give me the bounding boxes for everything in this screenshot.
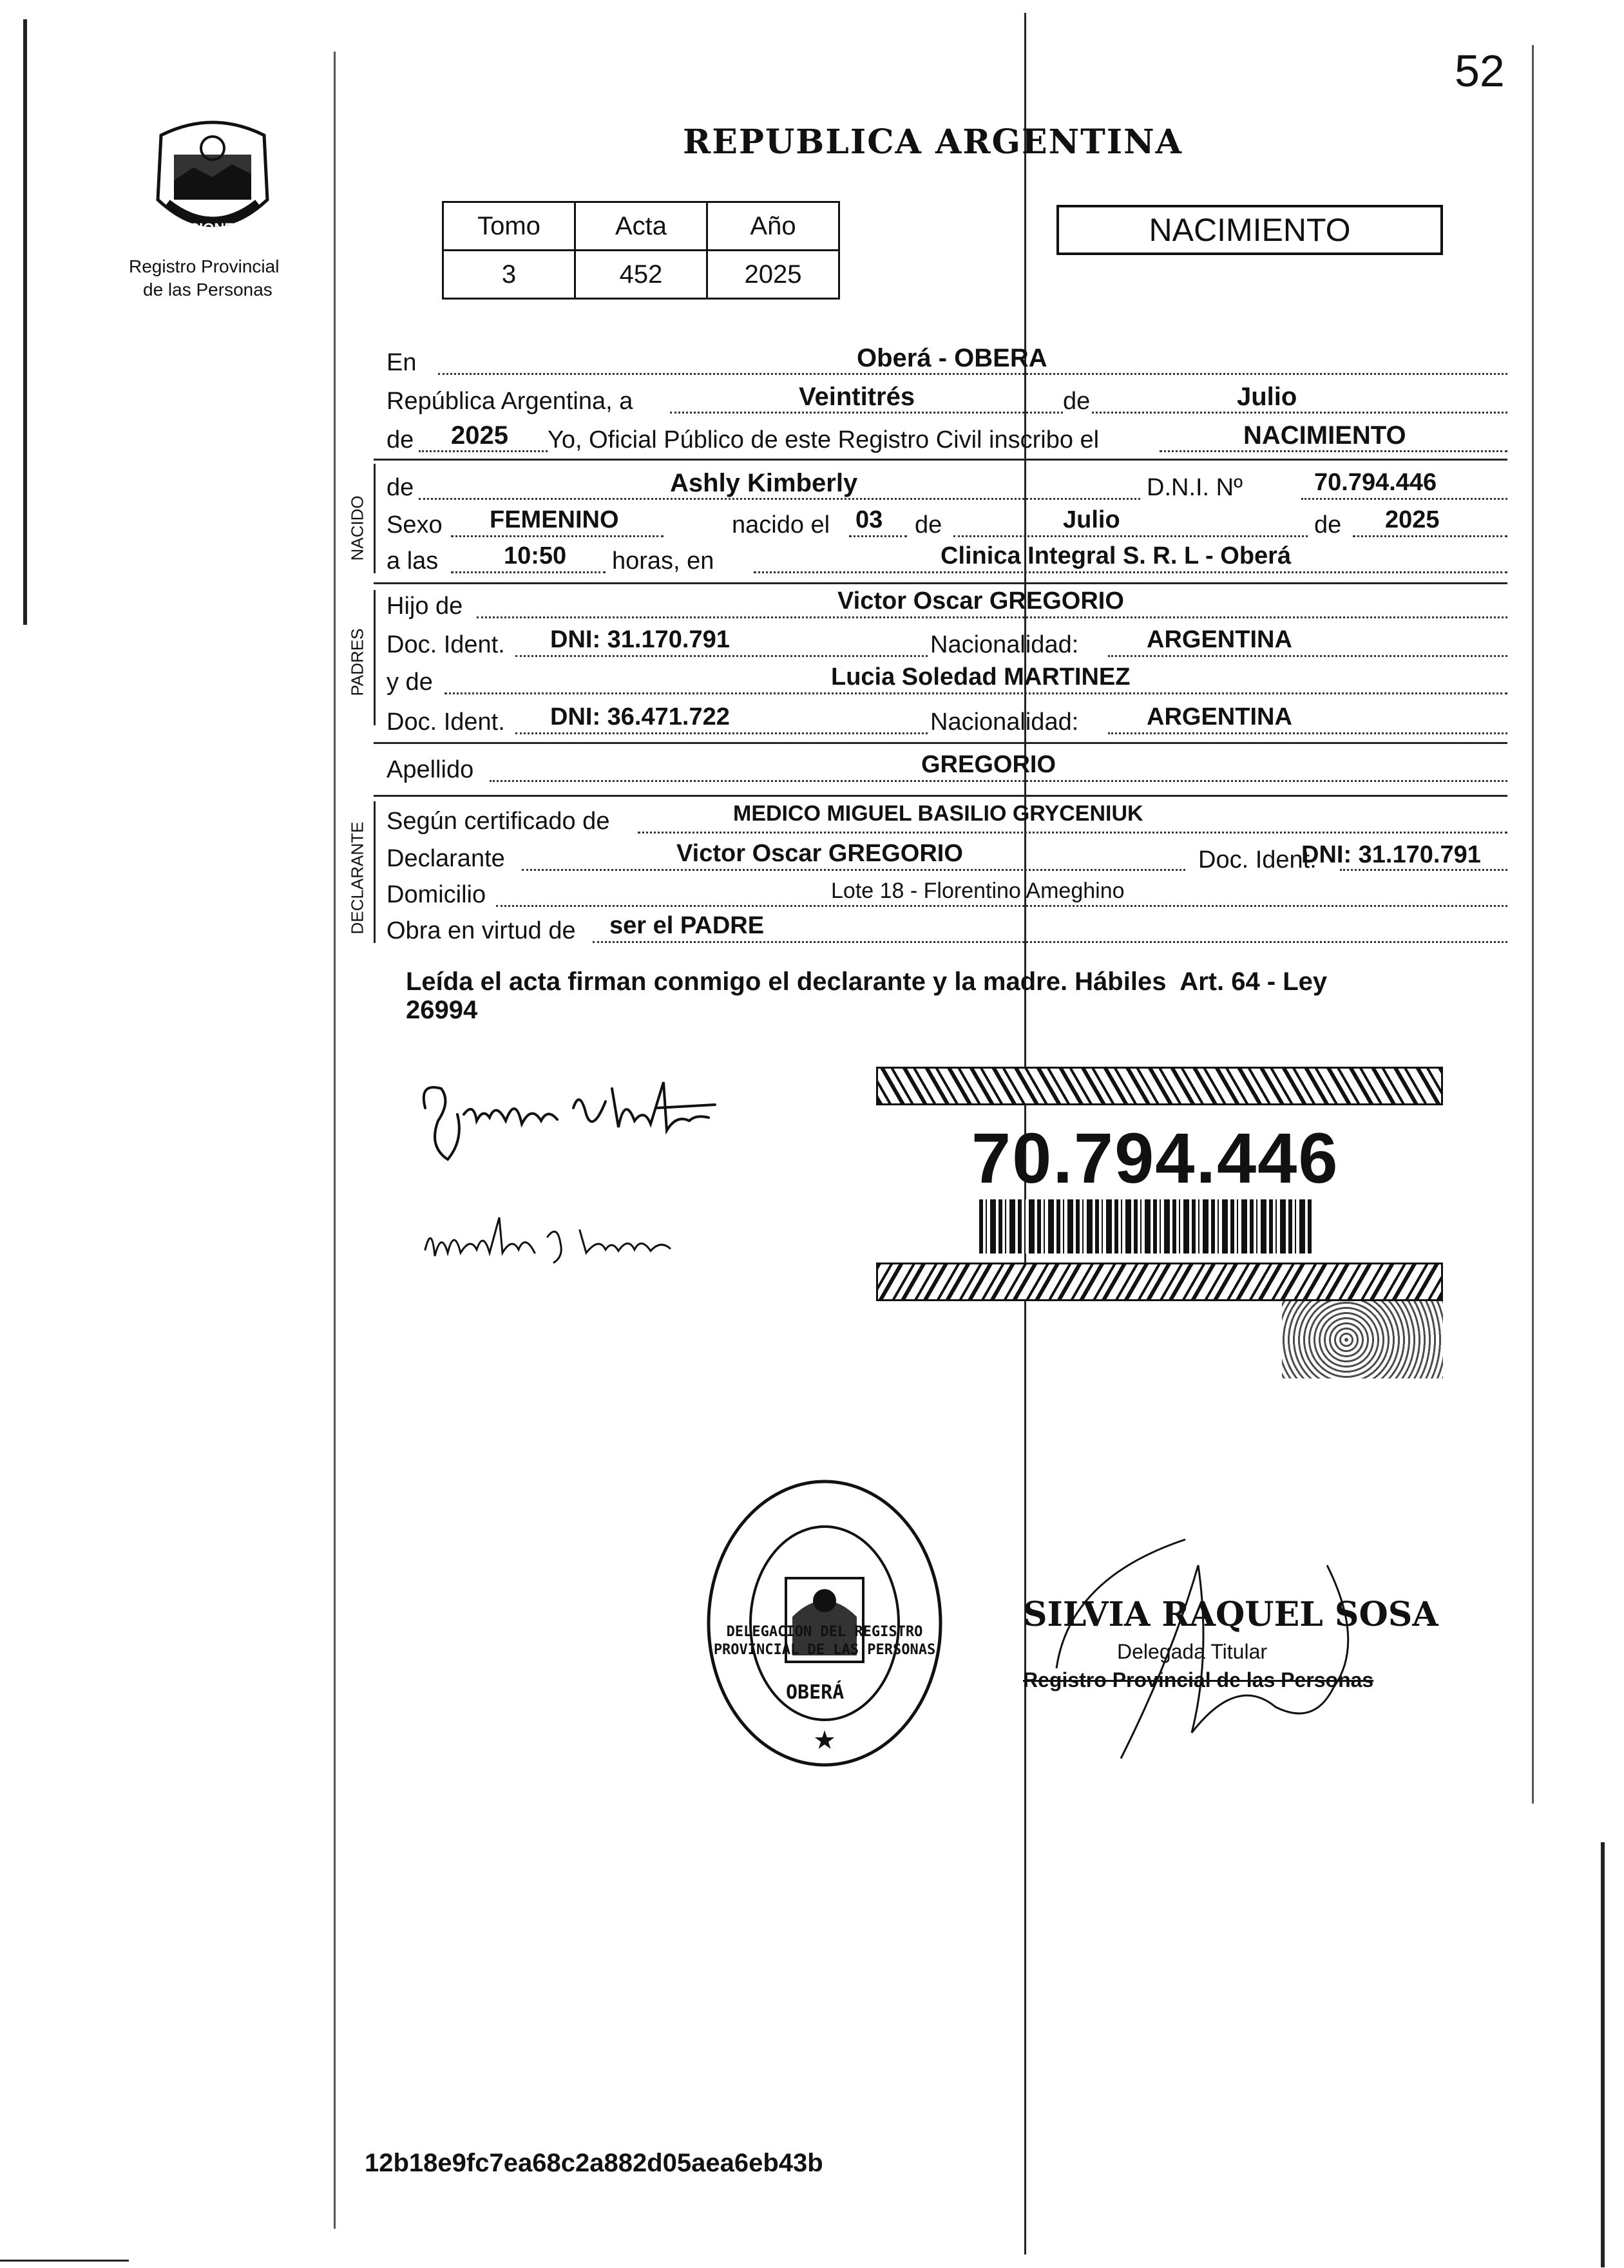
intro-row-1 [387, 340, 1507, 381]
alas-label: a las [387, 548, 439, 575]
registry-name-line2: de las Personas [143, 280, 272, 300]
dom-label: Domicilio [387, 881, 486, 908]
hijo-label: Hijo de [387, 593, 463, 620]
declarante-section-label: DECLARANTE [347, 821, 367, 935]
yde-label: y de [387, 669, 433, 696]
padres-section-label: PADRES [347, 628, 367, 696]
de2-label: de [387, 426, 414, 453]
republica-label: República Argentina, a [387, 388, 633, 415]
bottom-edge-line [0, 2260, 129, 2262]
father-doc-value: DNI: 31.170.791 [550, 626, 730, 653]
en-label: En [387, 349, 417, 376]
barcode-number: 70.794.446 [971, 1119, 1339, 1198]
de-label: de [1063, 388, 1091, 415]
logo-label-bottom: MISIONES [174, 220, 244, 236]
declarante-row-1 [387, 799, 1507, 840]
left-margin-line [23, 19, 27, 625]
seal-city: OBERÁ [786, 1681, 845, 1704]
father-nat-label: Nacionalidad: [930, 631, 1079, 658]
dom-value: Lote 18 - Florentino Ameghino [831, 879, 1125, 903]
page-number: 52 [1455, 46, 1505, 96]
sexo-label: Sexo [387, 511, 443, 538]
seal-ring-text: DELEGACION DEL REGISTRO PROVINCIAL DE LAS PERSONAS [713, 1624, 936, 1658]
month-value: Julio [1237, 383, 1297, 411]
country-title: REPUBLICA ARGENTINA [683, 122, 1183, 162]
birth-year-value: 2025 [1385, 506, 1440, 533]
mother-doc-label: Doc. Ident. [387, 709, 505, 736]
nacido-row-1 [387, 465, 1507, 506]
ident-table [442, 201, 840, 300]
padres-row-2 [387, 622, 1507, 663]
barcode-strip-top [876, 1067, 1443, 1105]
oficial-text: Yo, Oficial Público de este Registro Civil inscribo el [548, 426, 1100, 453]
dni-label: D.N.I. Nº [1147, 474, 1243, 501]
obra-label: Obra en virtud de [387, 917, 576, 944]
acta-value: 452 [575, 251, 707, 299]
nacido-row-2 [387, 502, 1507, 544]
sexo-value: FEMENINO [490, 506, 619, 533]
decl-doc-value: DNI: 31.170.791 [1301, 841, 1481, 868]
separator-1 [374, 459, 1507, 461]
apellido-value: GREGORIO [921, 751, 1056, 778]
frame-left-line [334, 52, 336, 2229]
nacido-de3-label: de [1314, 511, 1342, 538]
father-signature [412, 1069, 747, 1179]
father-doc-label: Doc. Ident. [387, 631, 505, 658]
father-nat-value: ARGENTINA [1147, 626, 1292, 653]
acta-header: Acta [575, 202, 707, 251]
registry-name-line1: Registro Provincial [129, 256, 280, 276]
horas-label: horas, en [612, 548, 714, 575]
intro-row-2 [387, 379, 1507, 420]
closing-text-line1: Leída el acta firman conmigo el declarante y la madre. Hábiles Art. 64 - Ley [406, 967, 1328, 996]
nacido-bracket [374, 464, 376, 573]
decl-doc-label: Doc. Ident. [1198, 846, 1317, 873]
nacido-row-3 [387, 538, 1507, 580]
mother-signature [412, 1198, 709, 1275]
anio-header: Año [707, 202, 839, 251]
declarante-bracket [374, 801, 376, 943]
document-hash: 12b18e9fc7ea68c2a882d05aea6eb43b [365, 2149, 823, 2177]
intro-row-3 [387, 417, 1507, 459]
decl-value: Victor Oscar GREGORIO [676, 840, 963, 867]
closing-text-line2: 26994 [406, 996, 478, 1024]
declarante-row-3 [387, 872, 1507, 913]
security-hologram [1282, 1301, 1443, 1378]
doc-type-box: NACIMIENTO [1056, 205, 1443, 255]
tomo-value: 3 [443, 251, 575, 299]
birth-time-value: 10:50 [504, 542, 567, 569]
right-edge-line [1601, 1842, 1605, 2267]
cert-value: MEDICO MIGUEL BASILIO GRYCENIUK [733, 801, 1143, 826]
nacido-el-label: nacido el [732, 511, 830, 538]
child-name-value: Ashly Kimberly [670, 469, 858, 497]
padres-row-4 [387, 700, 1507, 741]
nacido-de-label: de [387, 474, 414, 501]
mother-nat-label: Nacionalidad: [930, 709, 1079, 736]
apellido-row [387, 747, 1507, 788]
birth-month-value: Julio [1063, 506, 1120, 533]
anio-value: 2025 [707, 251, 839, 299]
frame-right-line [1532, 45, 1534, 1804]
mother-name-value: Lucia Soledad MARTINEZ [831, 663, 1131, 691]
decl-label: Declarante [387, 845, 505, 872]
child-dni-value: 70.794.446 [1314, 469, 1437, 496]
padres-row-3 [387, 660, 1507, 701]
tomo-header: Tomo [443, 202, 575, 251]
declarante-row-2 [387, 836, 1507, 877]
padres-row-1 [387, 584, 1507, 625]
obra-value: ser el PADRE [609, 912, 765, 939]
act-value: NACIMIENTO [1243, 421, 1406, 450]
separator-3 [374, 742, 1507, 744]
mother-nat-value: ARGENTINA [1147, 703, 1292, 730]
barcode-strip-bottom [876, 1263, 1443, 1301]
cert-label: Según certificado de [387, 808, 610, 835]
official-office: Registro Provincial de las Personas [1023, 1668, 1374, 1691]
separator-4 [374, 795, 1507, 797]
nacido-de2-label: de [915, 511, 942, 538]
en-value: Oberá - OBERA [857, 344, 1047, 372]
day-value: Veintitrés [799, 383, 915, 411]
official-title: Delegada Titular [1117, 1640, 1268, 1663]
declarante-row-4 [387, 908, 1507, 949]
mother-doc-value: DNI: 36.471.722 [550, 703, 730, 730]
nacido-section-label: NACIDO [347, 495, 367, 561]
birth-place-value: Clinica Integral S. R. L - Oberá [941, 542, 1292, 569]
official-name: SILVIA RAQUEL SOSA [1023, 1595, 1438, 1634]
logo-label-top: PROVINCIA DE [177, 111, 251, 122]
birth-day-value: 03 [855, 506, 883, 533]
padres-bracket [374, 590, 376, 725]
apellido-label: Apellido [387, 756, 474, 783]
year-value: 2025 [451, 421, 508, 450]
svg-text:★: ★ [813, 1726, 836, 1755]
father-name-value: Victor Oscar GREGORIO [837, 587, 1124, 615]
barcode-bars [979, 1199, 1314, 1253]
